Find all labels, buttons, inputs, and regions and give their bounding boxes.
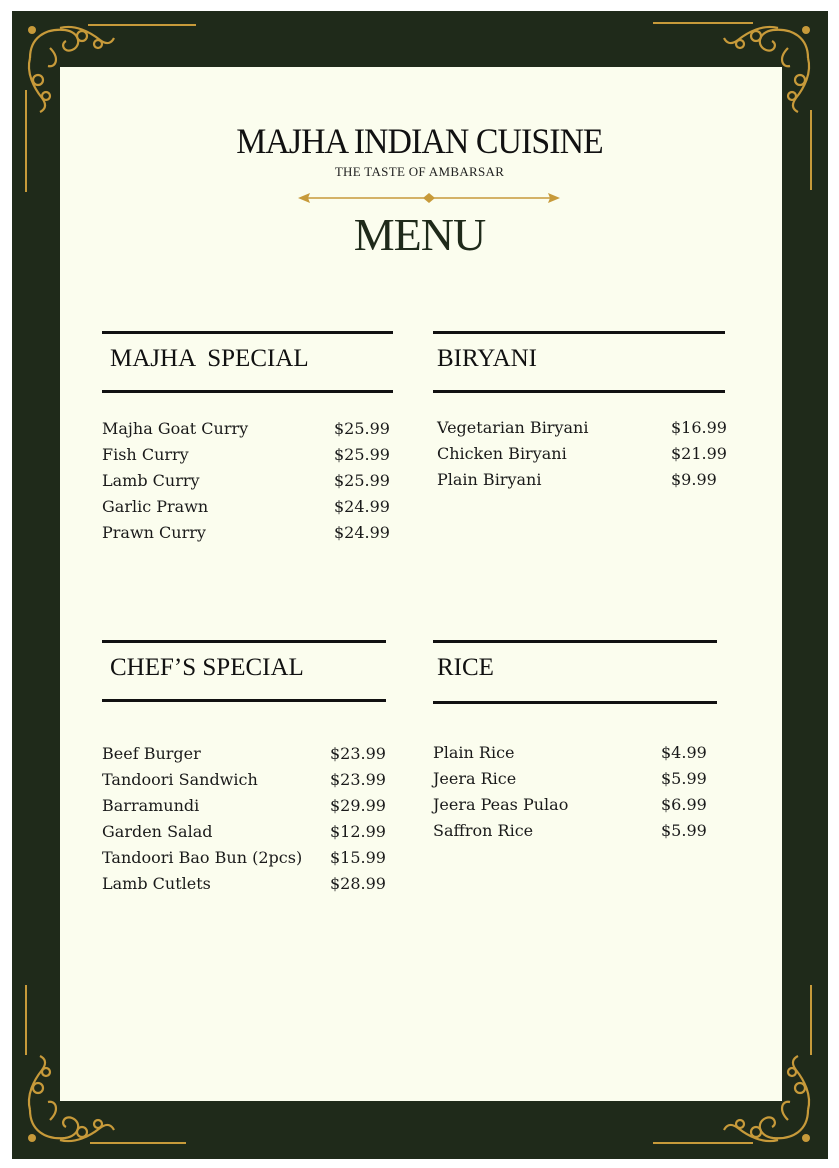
item-name: Chicken Biryani bbox=[437, 444, 567, 463]
item-name: Tandoori Bao Bun (2pcs) bbox=[102, 848, 303, 867]
item-price: $29.99 bbox=[330, 796, 386, 815]
restaurant-tagline: THE TASTE OF AMBARSAR bbox=[334, 164, 505, 179]
item-price: $12.99 bbox=[330, 822, 386, 841]
section-rule-bottom bbox=[102, 390, 393, 393]
section-title: BIRYANI bbox=[437, 345, 538, 372]
item-name: Fish Curry bbox=[102, 445, 189, 464]
item-name: Saffron Rice bbox=[433, 821, 534, 840]
item-price: $24.99 bbox=[334, 523, 390, 542]
section-title: RICE bbox=[437, 654, 494, 681]
item-name: Prawn Curry bbox=[102, 523, 206, 542]
item-price: $6.99 bbox=[661, 795, 707, 814]
item-name: Garden Salad bbox=[102, 822, 213, 841]
item-price: $25.99 bbox=[334, 471, 390, 490]
item-name: Lamb Curry bbox=[102, 471, 200, 490]
corner-ornament-top-left-icon bbox=[20, 18, 130, 128]
item-price: $16.99 bbox=[671, 418, 727, 437]
item-name: Lamb Cutlets bbox=[102, 874, 211, 893]
item-price: $15.99 bbox=[330, 848, 386, 867]
item-price: $25.99 bbox=[334, 419, 390, 438]
menu-heading: MENU bbox=[353, 209, 486, 260]
item-name: Garlic Prawn bbox=[102, 497, 209, 516]
item-price: $5.99 bbox=[661, 821, 707, 840]
corner-ornament-bottom-right-icon bbox=[708, 1040, 818, 1150]
corner-ornament-top-right-icon bbox=[708, 18, 818, 128]
corner-ornament-bottom-left-icon bbox=[20, 1040, 130, 1150]
item-price: $24.99 bbox=[334, 497, 390, 516]
section-title: CHEF’S SPECIAL bbox=[110, 654, 304, 681]
item-name: Beef Burger bbox=[102, 744, 201, 763]
restaurant-title: MAJHA INDIAN CUISINE bbox=[236, 121, 603, 161]
section-rule-bottom bbox=[433, 390, 725, 393]
gold-arrow-divider-icon bbox=[296, 190, 562, 206]
section-rule-top bbox=[102, 640, 386, 643]
item-name: Plain Biryani bbox=[437, 470, 542, 489]
item-name: Jeera Peas Pulao bbox=[433, 795, 569, 814]
item-price: $5.99 bbox=[661, 769, 707, 788]
section-title: MAJHA SPECIAL bbox=[110, 345, 309, 372]
item-name: Vegetarian Biryani bbox=[437, 418, 589, 437]
item-price: $21.99 bbox=[671, 444, 727, 463]
section-rule-top bbox=[102, 331, 393, 334]
item-price: $28.99 bbox=[330, 874, 386, 893]
item-price: $4.99 bbox=[661, 743, 707, 762]
item-name: Majha Goat Curry bbox=[102, 419, 249, 438]
section-rule-top bbox=[433, 640, 717, 643]
section-rule-bottom bbox=[102, 699, 386, 702]
item-name: Tandoori Sandwich bbox=[102, 770, 258, 789]
section-rule-top bbox=[433, 331, 725, 334]
item-price: $9.99 bbox=[671, 470, 717, 489]
section-rule-bottom bbox=[433, 701, 717, 704]
item-price: $25.99 bbox=[334, 445, 390, 464]
item-name: Jeera Rice bbox=[433, 769, 517, 788]
item-price: $23.99 bbox=[330, 744, 386, 763]
item-name: Barramundi bbox=[102, 796, 200, 815]
item-price: $23.99 bbox=[330, 770, 386, 789]
item-name: Plain Rice bbox=[433, 743, 515, 762]
